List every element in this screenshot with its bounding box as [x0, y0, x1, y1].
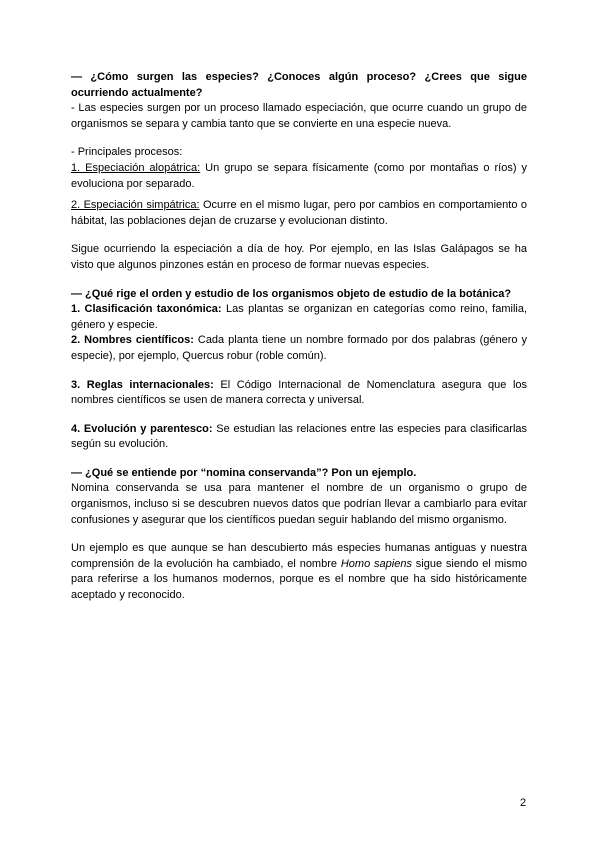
process-allopatric	[71, 161, 527, 192]
rule-evolution-text: Se estudian las relaciones entre las especies para clasificarlas según su evolución.	[71, 422, 528, 451]
example-3	[71, 541, 527, 603]
page-number: 2	[520, 797, 527, 809]
rule-taxonomic-label: 1. Clasificación taxonómica:	[71, 303, 222, 316]
rule-evolution-label: 4. Evolución y parentesco:	[71, 422, 213, 435]
process-allopatric-label: 1. Especiación alopátrica:	[71, 161, 201, 174]
answer-1: - Las especies surgen por un proceso llamado especiación, que ocurre cuando un grupo de organismos se separa y cambia tanto que se convierte en una especie nueva.	[71, 102, 527, 130]
speciation-current: Sigue ocurriendo la especiación a día de hoy. Por ejemplo, en las Islas Galápagos se ha visto que algunos pinzones están en proceso de formar nuevas especies.	[71, 243, 527, 271]
rule-taxonomic-text: Las plantas se organizan en categorías como reino, familia, género y especie.	[71, 303, 528, 331]
rule-scientific-names-label: 2. Nombres científicos:	[71, 334, 194, 347]
process-sympatric	[71, 198, 527, 229]
answer-3: Nomina conservanda se usa para mantener el nombre de un organismo o grupo de organismos, incluso si se descubren nuevos datos que podrían llevar a cambiarlo para evitar confusiones y asegurar que los científicos puedan seguir hablando del mismo organismo.	[71, 482, 527, 526]
rule-international	[71, 378, 527, 409]
question-1: — ¿Cómo surgen las especies? ¿Conoces algún proceso? ¿Crees que sigue ocurriendo actualmente?	[71, 71, 527, 99]
question-3: — ¿Qué se entiende por “nomina conservanda”? Pon un ejemplo.	[71, 466, 417, 479]
example-species-name: Homo sapiens	[340, 557, 412, 570]
rule-scientific-names	[71, 333, 527, 364]
question-2: — ¿Qué rige el orden y estudio de los organismos objeto de estudio de la botánica?	[71, 287, 512, 300]
process-sympatric-label: 2. Especiación simpátrica:	[71, 199, 200, 212]
example-before: Un ejemplo es que aunque se han descubierto más especies humanas antiguas y nuestra comprensión de la evolución ha cambiado, el nombre	[71, 542, 527, 570]
rule-evolution	[71, 422, 527, 453]
rule-taxonomic	[71, 302, 527, 333]
processes-intro: - Principales procesos:	[71, 146, 183, 159]
process-sympatric-text: Ocurre en el mismo lugar, pero por cambios en comportamiento o hábitat, las poblaciones dejan de cruzarse y evolucionan distinto.	[71, 199, 527, 227]
process-allopatric-text: Un grupo se separa físicamente (como por montañas o ríos) y evoluciona por separado.	[71, 161, 527, 190]
rule-international-text: El Código Internacional de Nomenclatura asegura que los nombres científicos se usen de manera correcta y universal.	[71, 378, 528, 407]
rule-international-label: 3. Reglas internacionales:	[71, 378, 214, 391]
rule-scientific-names-text: Cada planta tiene un nombre formado por dos palabras (género y especie), por ejemplo, Quercus robur (roble común).	[71, 334, 527, 362]
page-content	[71, 70, 527, 604]
example-after: sigue siendo el mismo para referirse a los humanos modernos, porque es el nombre que ha sido históricamente aceptado y reconocido.	[71, 557, 527, 602]
